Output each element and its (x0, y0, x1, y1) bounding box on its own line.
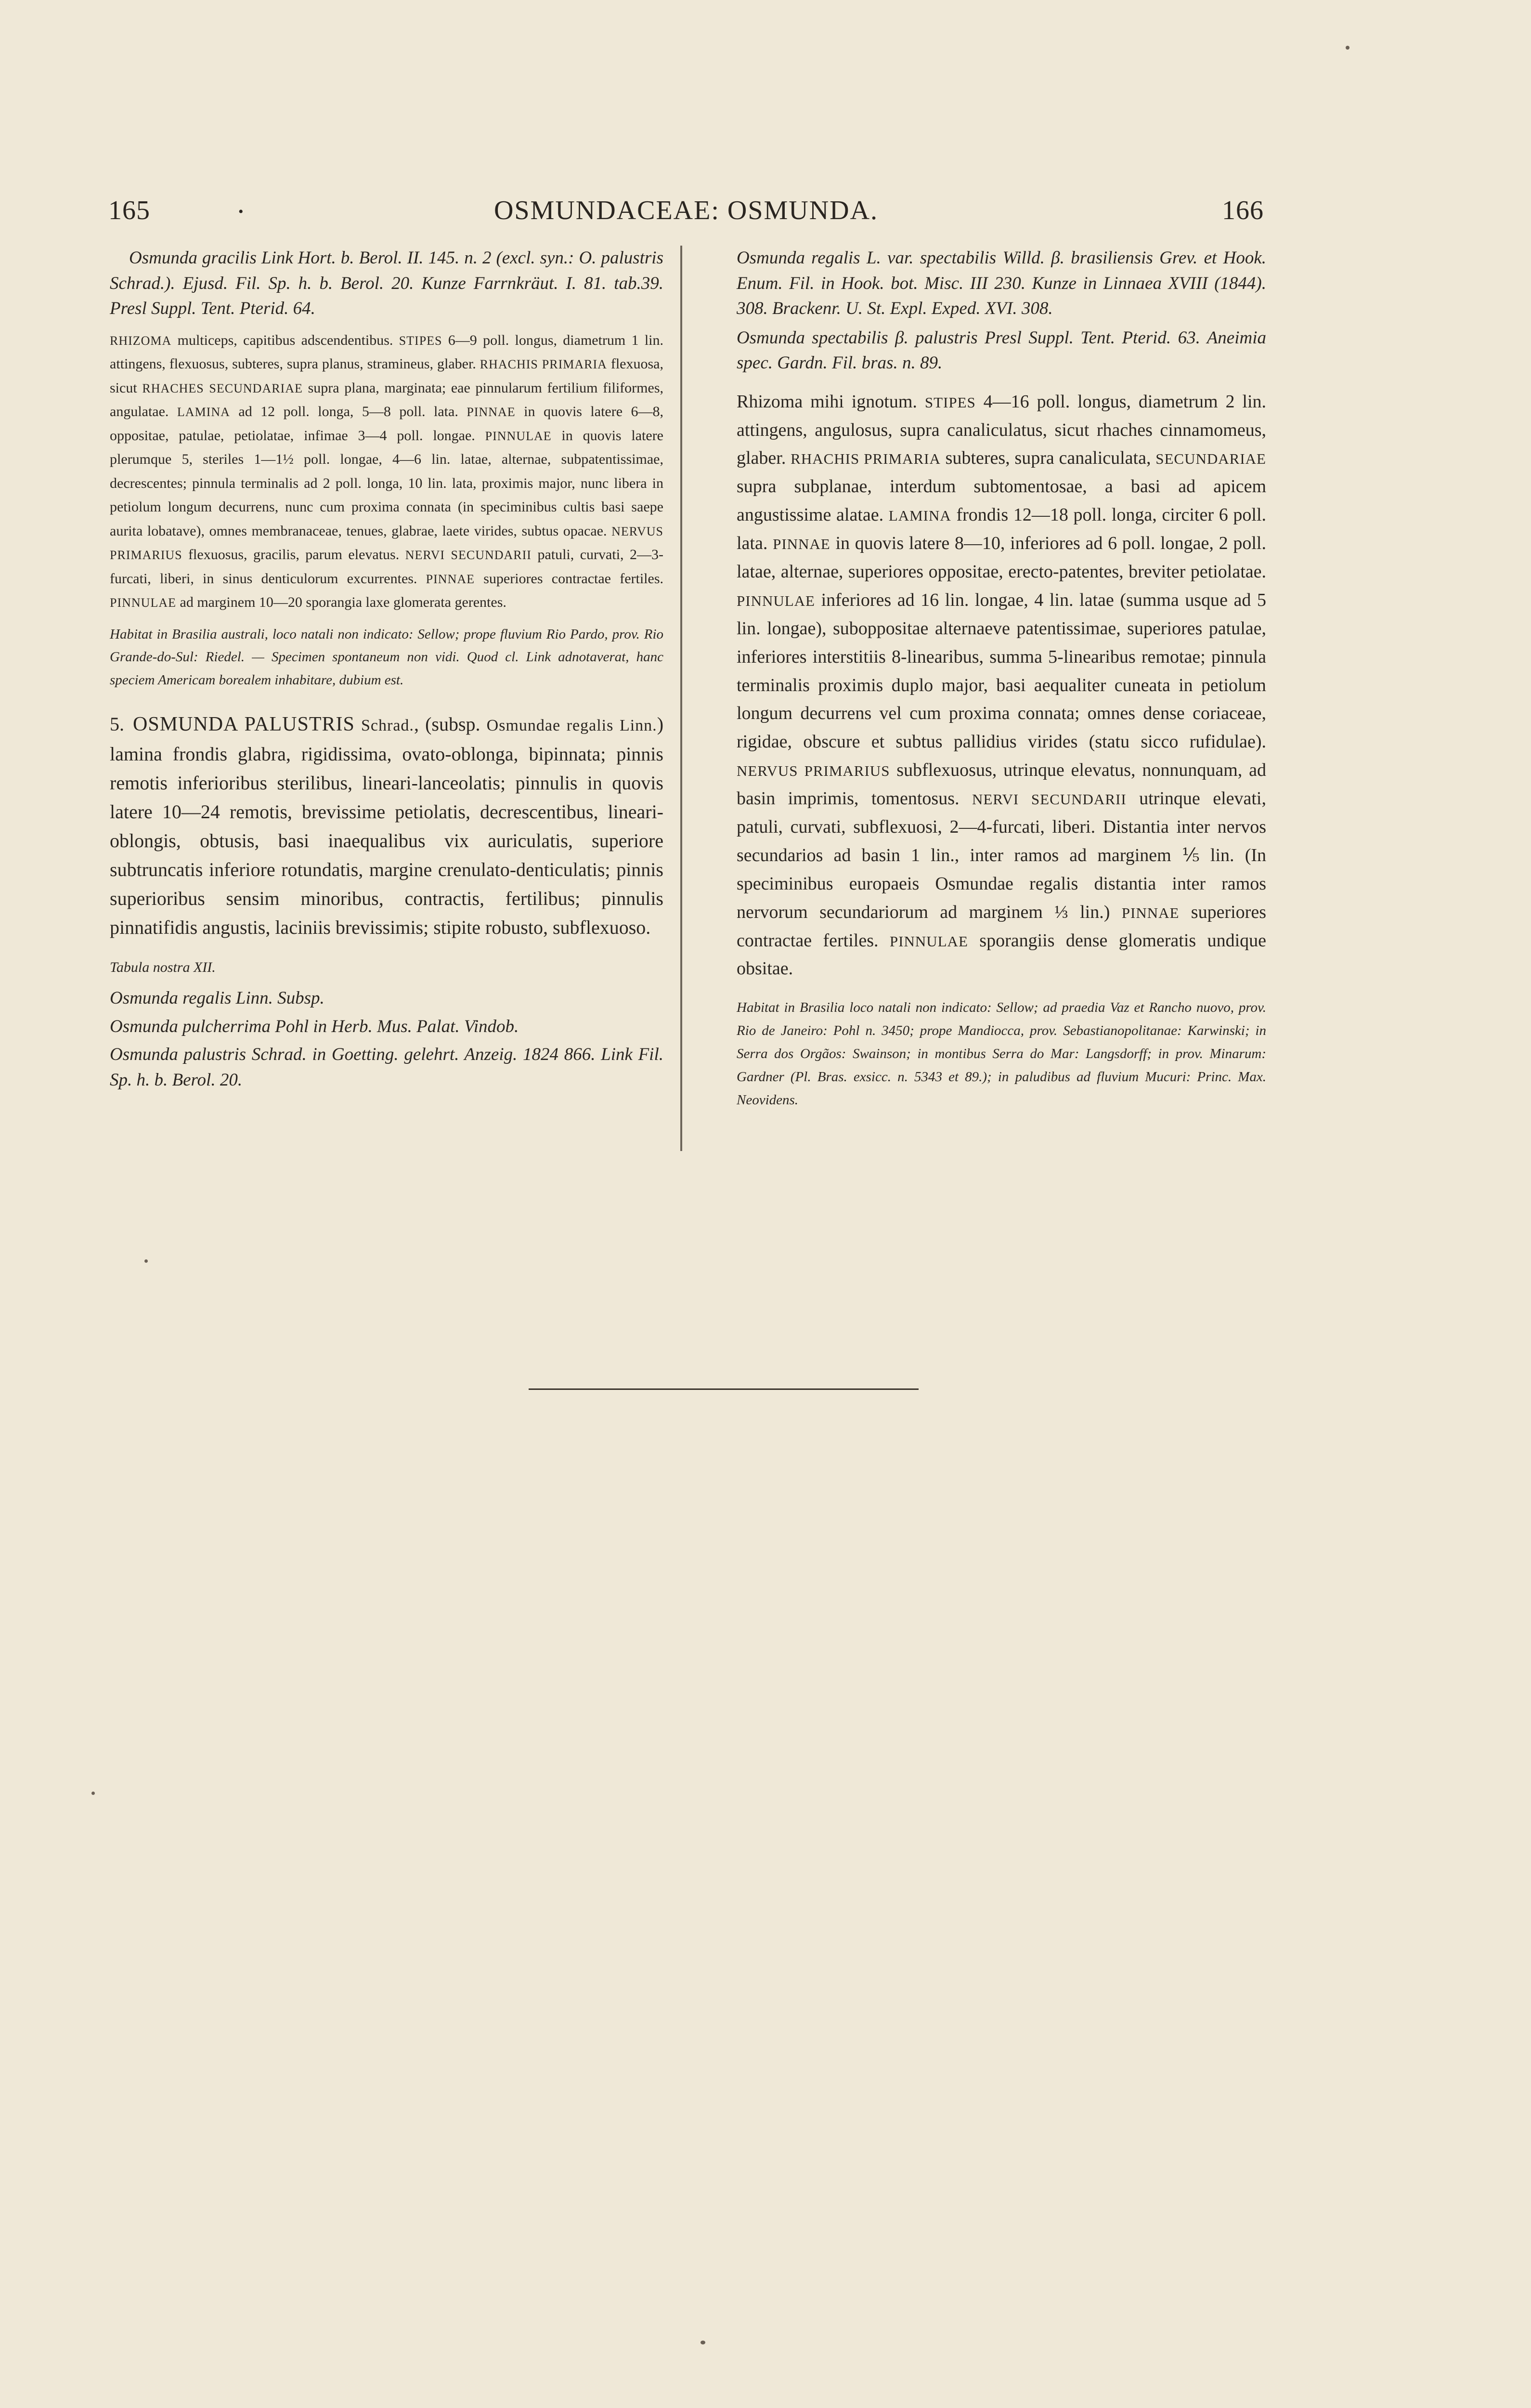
term-text: Rhizoma mihi ignotum. (737, 391, 925, 412)
header-ornament: • (238, 204, 244, 220)
term-label: PINNAE (467, 405, 516, 419)
species-number: 5. (110, 713, 124, 735)
term-label: NERVUS PRIMARIUS (737, 762, 890, 780)
species-heading (110, 709, 663, 942)
term-text: multiceps, capitibus adscendentibus. (171, 332, 399, 348)
term-text: superiores contractae fertiles. (475, 570, 664, 587)
right-synonyms (737, 246, 1266, 376)
species-sub-open: , (subsp. (414, 713, 487, 735)
term-label: STIPES (399, 333, 442, 348)
term-label: LAMINA (888, 507, 951, 524)
left-synonyms-bottom (110, 986, 663, 1093)
term-label: LAMINA (177, 405, 230, 419)
paper-speck (701, 2341, 705, 2344)
term-text: subteres, supra canaliculata, (940, 448, 1156, 469)
column-divider (680, 246, 682, 1151)
term-label: RHACHIS PRIMARIA (480, 357, 607, 372)
term-text: frondis 12—18 poll. longa, circiter 6 poll. lata. (737, 505, 1266, 554)
term-label: PINNULAE (110, 596, 176, 610)
term-text: supra subplanae, interdum subtomentosae, a basi ad apicem angustissime alatae. (737, 476, 1266, 525)
paper-speck (144, 1259, 148, 1263)
synonym-entry: Osmunda gracilis Link Hort. b. Berol. II. 145. n. 2 (excl. syn.: O. palustris Schrad.). Ejusd. Fil. Sp. h. b. Berol. 20. Kunze Farrnkräut. I. 81. tab.39. Presl Suppl. Tent. Pterid. 64. (110, 248, 663, 319)
right-habitat: Habitat in Brasilia loco natali non indicato: Sellow; ad praedia Vaz et Rancho nuovo, prov. Rio de Janeiro: Pohl n. 3450; prope Mandiocca, prov. Sebastianopolitanae: Karwinski; in Serra dos Orgãos: Swainson; in montibus Serra do Mar: Langsdorff; in prov. Minarum: Gardner (Pl. Bras. exsicc. n. 5343 et 89.); in paludibus ad fluvium Mucuri: Princ. Max. Neovidens. (737, 1000, 1266, 1108)
term-text: ad 12 poll. longa, 5—8 poll. lata. (230, 404, 467, 420)
left-description (110, 328, 663, 615)
paper-speck (1346, 46, 1349, 50)
term-label: SECUNDARIAE (1155, 450, 1266, 468)
species-subspecies: Osmundae regalis Linn. (486, 717, 657, 735)
term-text: flexuosus, gracilis, parum elevatus. (182, 547, 405, 563)
term-text: in quovis latere 6—8, oppositae, patulae, petiolatae, infimae 3—4 poll. longae. (110, 404, 664, 444)
term-text: subflexuosus, utrinque elevatus, nonnunquam, ad basin imprimis, tomentosus. (737, 760, 1267, 809)
term-text: inferiores ad 16 lin. longae, 4 lin. latae (summa usque ad 5 lin. longae), suboppositae alternaeve patentissimae, superiores patulae, inferiores interstitiis 8-linearibus, summa 5-linearibus remotae; pinnula terminalis proximis duplo major, basi aequaliter cuneata in petiolum longum decurrens vel cum proxima connata; omnes dense coriaceae, rigidae, obscure et subtus pallidius virides (statu sicco rufidulae). (737, 589, 1266, 752)
term-text: in quovis latere plerumque 5, steriles 1—1½ poll. longae, 4—6 lin. latae, alternae, subpatentissimae, decrescentes; pinnula terminalis ad 2 poll. longa, 10 lin. lata, proximis major, nunc libera in petiolum longum decurrens, nunc cum proxima connata (in speciminibus cultis basi saepe aurita lobatave), omnes membranaceae, tenues, glabrae, laete virides, subtus opacae. (110, 427, 663, 539)
term-label: RHIZOMA (110, 333, 172, 348)
term-text: ad marginem 10—20 sporangia laxe glomerata gerentes. (176, 594, 506, 611)
term-label: PINNAE (1121, 904, 1180, 921)
term-label: NERVI SECUNDARII (405, 548, 532, 563)
term-text: sporangiis dense glomeratis undique obsitae. (737, 930, 1267, 979)
term-label: RHACHES SECUNDARIAE (142, 381, 303, 395)
species-author: Schrad. (361, 717, 414, 735)
species-diagnosis: ) lamina frondis glabra, rigidissima, ovato-oblonga, bipinnata; pinnis remotis inferioribus sterilibus, lineari-lanceolatis; pinnulis in quovis latere 10—24 remotis, brevissime petiolatis, decrescentibus, lineari-oblongis, obtusis, basi inaequalibus vix auriculatis, superiore subtruncatis inferiore rotundatis, margine crenulato-denticulatis; pinnis superioribus sensim minoribus, contractis, fertilibus; pinnulis pinnatifidis angustis, laciniis brevissimis; stipite robusto, subflexuoso. (110, 713, 664, 939)
term-label: PINNULAE (485, 429, 552, 443)
term-label: PINNAE (426, 572, 475, 586)
term-label: PINNULAE (737, 592, 815, 609)
synonym-entry: Osmunda regalis L. var. spectabilis Willd. β. brasiliensis Grev. et Hook. Enum. Fil. in Hook. bot. Misc. III 230. Kunze in Linnaea XVIII (1844). 308. Brackenr. U. St. Expl. Exped. XVI. 308. (737, 248, 1266, 319)
synonym-entry: Osmunda pulcherrima Pohl in Herb. Mus. Palat. Vindob. (110, 1016, 519, 1036)
bottom-rule (529, 1388, 919, 1390)
right-column (737, 246, 1266, 1129)
term-text: superiores contractae fertiles. (737, 902, 1266, 951)
left-page-number: 165 (108, 196, 150, 225)
term-label: RHACHIS PRIMARIA (791, 450, 941, 468)
term-text: flexuosa, sicut (110, 356, 663, 396)
synonym-entry: Osmunda spectabilis β. palustris Presl Suppl. Tent. Pterid. 63. Aneimia spec. Gardn. Fil. bras. n. 89. (737, 327, 1266, 373)
term-text: 4—16 poll. longus, diametrum 2 lin. attingens, angulosus, supra canaliculatus, sicut rhaches cinnamomeus, glaber. (737, 391, 1266, 469)
term-label: NERVUS PRIMARIUS (110, 524, 663, 563)
left-column (110, 246, 663, 1096)
term-text: in quovis latere 8—10, inferiores ad 6 poll. longae, 2 poll. latae, alternae, superiores oppositae, erecto-patentes, breviter petiolatae. (737, 533, 1266, 582)
right-page-number: 166 (1222, 196, 1264, 225)
term-label: NERVI SECUNDARII (972, 791, 1127, 808)
synonym-entry: Osmunda regalis Linn. Subsp. (110, 988, 324, 1008)
paper-speck (91, 1792, 95, 1795)
term-label: PINNULAE (889, 932, 968, 950)
term-text: 6—9 poll. longus, diametrum 1 lin. attingens, flexuosus, subteres, supra planus, stramineus, glaber. (110, 332, 663, 372)
plate-reference: Tabula nostra XII. (110, 959, 216, 976)
left-habitat: Habitat in Brasilia australi, loco natali non indicato: Sellow; prope fluvium Rio Pardo, prov. Rio Grande-do-Sul: Riedel. — Specimen spontaneum non vidi. Quod cl. Link adnotaverat, hanc speciem Americam borealem inhabitare, dubium est. (110, 626, 663, 688)
term-label: STIPES (924, 393, 976, 411)
left-synonyms (110, 246, 663, 322)
term-text: utrinque elevati, patuli, curvati, subflexuosi, 2—4-furcati, liberi. Distantia inter nervos secundarios ad basin 1 lin., inter ramos ad marginem ⅕ lin. (In speciminibus europaeis Osmundae regalis distantia inter ramos nervorum secundariorum ad marginem ⅓ lin.) (737, 788, 1266, 922)
term-label: PINNAE (773, 536, 830, 553)
page-header (108, 195, 1264, 234)
synonym-entry: Osmunda palustris Schrad. in Goetting. gelehrt. Anzeig. 1824 866. Link Fil. Sp. h. b. Berol. 20. (110, 1045, 663, 1090)
running-title: OSMUNDACEAE: OSMUNDA. (493, 196, 879, 225)
term-text: supra plana, marginata; eae pinnularum fertilium filiformes, angulatae. (110, 380, 663, 420)
species-title: OSMUNDA PALUSTRIS (133, 713, 355, 736)
right-description (737, 388, 1266, 983)
term-text: patuli, curvati, 2—3-furcati, liberi, in sinus denticulorum excurrentes. (110, 547, 663, 587)
